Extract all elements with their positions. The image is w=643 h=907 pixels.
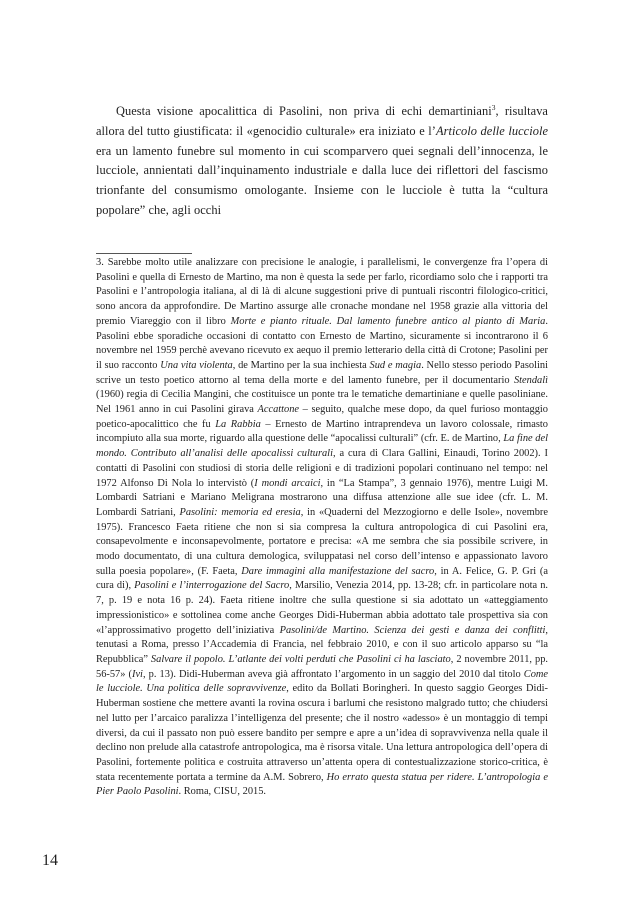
text-run: , in A. Felice, G. P. Gri (a cura di), (96, 565, 548, 592)
text-run: era un lamento funebre sul momento in cui scomparvero quei segnali dell’innocenza, le lucciole, annientati dall’inquinamento industriale e dalla luce dei riflettori del fascismo trionfante del consumismo omologante. Insieme con le lucciole è tutta la “cultura popolare” che, agli occhi (96, 143, 548, 217)
text-run: , a cura di Clara Gallini, Einaudi, Torino 2002). I contatti di Pasolini con studiosi di storia delle religioni e di tradizioni popolari continuano nel tempo: nel 1972 Alfonso Di Nola lo intervistò ( (96, 448, 549, 489)
text-run: , tenutasi a Roma, presso l’Accademia di Francia, nel febbraio 2010, e con il suo articolo apparso su “la Repubblica” (96, 624, 548, 665)
body-paragraph (96, 102, 548, 221)
italic-title: La fine del mondo. Contributo all’analisi delle apocalissi culturali (96, 433, 548, 460)
italic-title: La Rabbia (215, 418, 261, 430)
italic-title: Una vita violenta (160, 359, 233, 371)
text-run: . Nello stesso periodo Pasolini scrive un testo poetico attorno al tema della morte e del lamento funebre, per il documentario (96, 359, 548, 386)
italic-title: Morte e pianto rituale. Dal lamento funebre antico al pianto di Maria (230, 315, 546, 327)
text-run: – Ernesto de Martino intraprendeva un lavoro colossale, rimasto incompiuto alla sua morte, riguardo alla questione delle “apocalissi culturali” (cfr. E. de Martino, (96, 418, 548, 445)
text-run: Sarebbe molto utile analizzare con precisione le analogie, i parallelismi, le convergenze fra l’opera di Pasolini e quella di Ernesto de Martino, ma non è questa la sede per farlo, ricordiamo solo che i rapporti tra Pasolini e l’antropologia italiana, al di là di alcune suggestioni prive di puntuali riscontri filologico-critici, sono ancora da approfondire. De Martino assurge alle cronache mondane nel 1958 grazie alla vittoria del premio Viareggio con il libro (96, 257, 548, 327)
footnote-separator (96, 253, 192, 254)
footnote-number: 3. (96, 257, 104, 268)
italic-title: Accattone (257, 404, 300, 416)
italic-title: I mondi arcaici (254, 477, 321, 489)
text-run: , Marsilio, Venezia 2014, pp. 13-28; cfr. in particolare nota n. 7, p. 19 e nota 16 p. 24). Faeta ritiene inoltre che sulla questione si sia adottato un «atteggiamento impressionistico» e sottolinea come anche Georges Didi-Huberman abbia adottato tale prospettiva sia con «l’approssimativo progetto dell’iniziativa (96, 580, 548, 636)
text-run: , in “La Stampa”, 3 gennaio 1976), mentre Luigi M. Lombardi Satriani e Mariano Meligrana mostrarono una diffusa attenzione alle sue idee (cfr. L. M. Lombardi Satriani, (96, 477, 548, 518)
italic-title: Pasolini/de Martino. Scienza dei gesti e danza dei conflitti (279, 624, 546, 636)
italic-title: Pasolini: memoria ed eresia (179, 506, 301, 518)
page-number: 14 (42, 852, 58, 869)
italic-title: Sud e magia (369, 359, 422, 371)
text-run: , p. 13). Didi-Huberman aveva già affrontato l’argomento in un saggio del 2010 dal titolo (142, 668, 524, 680)
footnote-reference[interactable]: 3 (491, 102, 496, 112)
text-run: (1960) regia di Cecilia Mangini, che costituisce un ponte tra le tematiche demartiniane e quelle pasoliniane. Nel 1961 anno in cui Pasolini girava (96, 389, 548, 416)
text-run: , edito da Bollati Boringheri. In questo saggio Georges Didi-Huberman sostiene che mettere avanti la rovina oscura i barlumi che resistono malgrado tutto; che chiudersi nel lutto per l’arcaico paralizza l’intelligenza del presente; che il nostro «adesso» è un montaggio di tempi diversi, da cui il passato non può essere bandito per sempre e apre a un’idea di sopravvivenza nella quale il declino non prelude alla catastrofe antropologica, ma è risorsa vitale. Una lettura antropologica dell’opera di Pasolini, fortemente politica e costruita attraverso un’attenta opera di contestualizzazione storico-critica, è stata recentemente portata a termine da A.M. Sobrero, (96, 683, 548, 783)
text-run: , risultava allora del tutto giustificata: il «genocidio culturale» era iniziato e l’ (96, 104, 548, 138)
italic-title: Stendalì (513, 374, 548, 386)
italic-title: Ho errato questa statua per ridere. L’antropologia e Pier Paolo Pasolini (96, 771, 548, 798)
italic-title: Salvare il popolo. L’atlante dei volti perduti che Pasolini ci ha lasciato (150, 653, 451, 665)
italic-title: Come le lucciole. Una politica delle sopravvivenze (96, 668, 549, 695)
italic-title: Pasolini e l’interrogazione del Sacro (134, 580, 290, 592)
text-run: , de Martino per la sua inchiesta (232, 359, 370, 371)
text-run: Questa visione apocalittica di Pasolini, non priva di echi demartiniani (116, 104, 492, 118)
text-run: – seguito, qualche mese dopo, da quel furioso montaggio poetico-apocalittico che fu (96, 404, 548, 430)
italic-title: Dare immagini alla manifestazione del sacro (241, 565, 435, 577)
italic-title: Articolo delle lucciole (435, 123, 549, 138)
paragraph-text (96, 102, 548, 221)
text-run: . Roma, CISU, 2015. (178, 786, 267, 798)
text-run: , 2 novembre 2011, pp. 56-57» ( (96, 653, 549, 680)
text-run: . Pasolini ebbe sporadiche occasioni di contatto con Ernesto de Martino, sicuramente si incontrarono il 6 novembre nel 1959 perchè avevano ricevuto ex aequo il premio letterario della città di Crotone; Pasolini per il suo racconto (96, 315, 548, 371)
footnote-text (96, 256, 548, 800)
italic-title: Ivi (131, 668, 143, 680)
footnote-3 (96, 256, 548, 800)
text-run: , in «Quaderni del Mezzogiorno e delle Isole», novembre 1975). Francesco Faeta ritiene che non si sia compresa la cultura antropologica di cui Pasolini era, consapevolmente e inconsapevolmente, portatore e precisa: «A me sembra che sia possibile scrivere, in modo documentato, di una cultura demologica, sviluppatasi nel corso dell’intenso e appassionato lavoro sulla poesia popolare», (F. Faeta, (96, 506, 548, 577)
